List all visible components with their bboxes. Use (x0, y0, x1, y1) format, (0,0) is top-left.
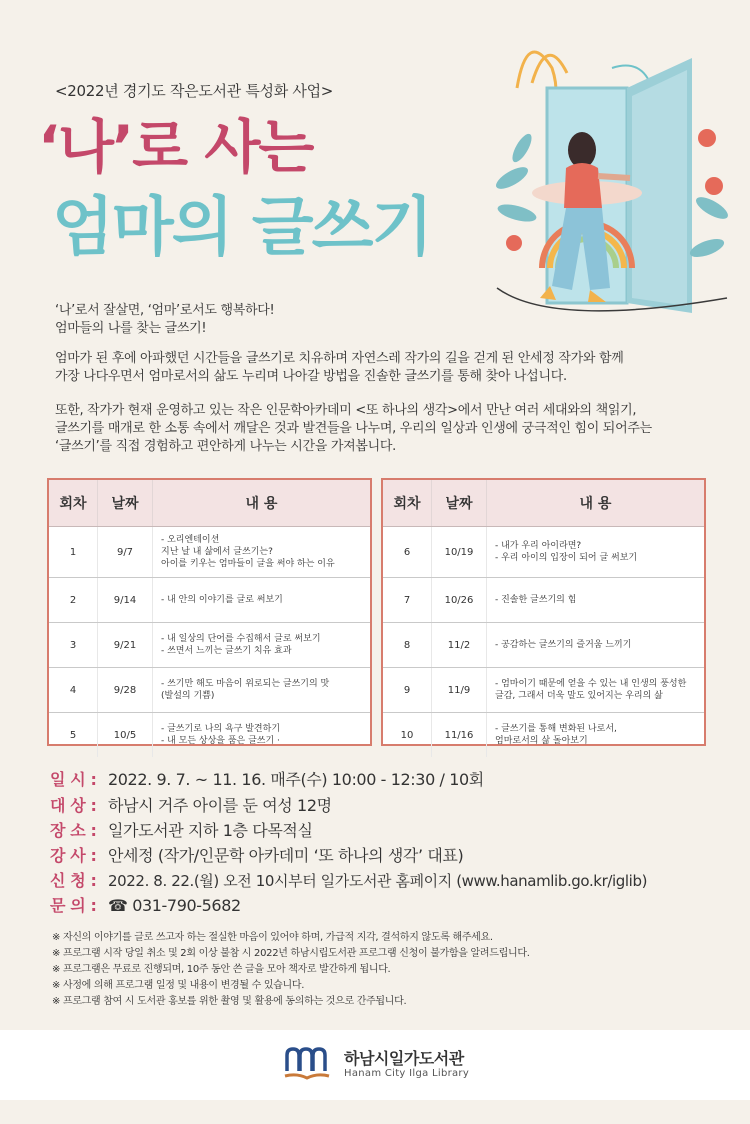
row-round: 2 (49, 578, 98, 622)
notice-item: ※ 프로그램 참여 시 도서관 홍보를 위한 촬영 및 활용에 동의하는 것으로 간주됩니다. (52, 996, 407, 1007)
row-round: 9 (383, 668, 432, 712)
detail-label: 대 상 : (50, 796, 97, 815)
row-date: 11/9 (432, 668, 487, 712)
row-date: 9/21 (98, 623, 153, 667)
detail-value: 하남시 거주 아이를 둔 여성 12명 (108, 796, 332, 815)
table-row (383, 623, 704, 668)
row-date: 10/26 (432, 578, 487, 622)
header-content: 내 용 (579, 496, 612, 512)
detail-datetime (50, 770, 730, 790)
bottom-margin (0, 1100, 750, 1124)
detail-value: 2022. 8. 22.(월) 오전 10시부터 일가도서관 홈페이지 (www.hanamlib.go.kr/iglib) (108, 872, 648, 890)
intro-paragraph-3: 또한, 작가가 현재 운영하고 있는 작은 인문학아카데미 <또 하나의 생각>에서 만난 여러 세대와의 책읽기, 글쓰기를 매개로 한 소통 속에서 깨달은 것과 발견들을 나누며, 우리의 일상과 인생에 궁극적인 힘이 되어주는 ‘글쓰기’를 직접 경험하고 편안하게 나누는 시간을 가져봅니다. (55, 403, 652, 454)
detail-contact (50, 896, 730, 916)
row-content: - 엄마이기 때문에 얻을 수 있는 내 인생의 풍성한 글감, 그래서 더욱 말도 있어지는 우리의 삶 (495, 679, 687, 701)
table-row (49, 668, 370, 713)
row-round: 3 (49, 623, 98, 667)
header-round: 회차 (49, 480, 98, 526)
schedule-table-left (47, 478, 372, 746)
table-row (383, 668, 704, 713)
row-date: 11/16 (432, 713, 487, 757)
detail-location (50, 821, 730, 841)
table-row (49, 578, 370, 623)
row-content: - 공감하는 글쓰기의 즐거움 느끼기 (495, 640, 632, 650)
library-name-korean: 하남시일가도서관 (344, 1049, 464, 1068)
table-row (49, 623, 370, 668)
intro-paragraph-2: 엄마가 된 후에 아파했던 시간들을 글쓰기로 치유하며 자연스레 작가의 길을 걷게 된 안세정 작가와 함께 가장 나다우면서 엄마로서의 삶도 누리며 나아갈 방법을 진솔한 글쓰기를 통해 찾아 나섭니다. (55, 351, 624, 384)
row-content: - 내가 우리 아이라면? - 우리 아이의 입장이 되어 글 써보기 (495, 541, 638, 563)
notice-item: ※ 프로그램 시작 당일 취소 및 2회 이상 불참 시 2022년 하남시립도서관 프로그램 신청이 불가함을 알려드립니다. (52, 948, 530, 959)
title-line-1: ‘나’로 사는 (38, 113, 313, 181)
footer (0, 1030, 750, 1100)
row-round: 1 (49, 527, 98, 577)
notice-item: ※ 프로그램은 무료로 진행되며, 10주 동안 쓴 글을 모아 책자로 발간하게 됩니다. (52, 964, 391, 975)
detail-label: 일 시 : (50, 770, 97, 789)
table-row (383, 713, 704, 757)
header-date: 날짜 (98, 480, 153, 526)
row-date: 11/2 (432, 623, 487, 667)
table-header (383, 480, 704, 527)
detail-value: ☎ 031-790-5682 (108, 896, 241, 915)
detail-label: 강 사 : (50, 846, 97, 865)
row-content: - 내 안의 이야기를 글로 써보기 (161, 595, 283, 605)
intro-paragraph-1: ‘나’로서 잘살면, ‘엄마’로서도 행복하다! 엄마들의 나를 찾는 글쓰기! (55, 303, 275, 336)
woman-opening-book-illustration (492, 28, 732, 320)
row-round: 7 (383, 578, 432, 622)
row-date: 9/7 (98, 527, 153, 577)
detail-value: 일가도서관 지하 1층 다목적실 (108, 821, 313, 840)
table-row (49, 527, 370, 578)
detail-label: 신 청 : (50, 871, 97, 890)
detail-value: 안세정 (작가/인문학 아카데미 ‘또 하나의 생각’ 대표) (108, 846, 464, 865)
library-name-english: Hanam City Ilga Library (344, 1068, 470, 1079)
title-line-2: 엄마의 글쓰기 (52, 191, 432, 265)
row-content: - 내 일상의 단어를 수집해서 글로 써보기 - 쓰면서 느끼는 글쓰기 치유 효과 (161, 634, 321, 656)
row-date: 9/28 (98, 668, 153, 712)
table-header (49, 480, 370, 527)
detail-label: 문 의 : (50, 896, 97, 915)
row-content: - 진솔한 글쓰기의 힘 (495, 595, 577, 605)
program-subtitle: <2022년 경기도 작은도서관 특성화 사업> (55, 82, 334, 100)
detail-target (50, 796, 730, 816)
row-content: - 쓰기만 해도 마음이 위로되는 글쓰기의 맛 (발설의 기쁨) (161, 679, 330, 701)
header-date: 날짜 (432, 480, 487, 526)
row-content: - 글쓰기로 나의 욕구 발견하기 - 내 모든 상상을 품은 글쓰기 · (161, 724, 281, 746)
library-logo-icon (283, 1043, 333, 1083)
table-row (383, 578, 704, 623)
row-date: 9/14 (98, 578, 153, 622)
row-content: - 글쓰기를 통해 변화된 나로서, 엄마로서의 삶 돌아보기 (495, 724, 617, 746)
row-round: 6 (383, 527, 432, 577)
notice-item: ※ 자신의 이야기를 글로 쓰고자 하는 절실한 마음이 있어야 하며, 가급적 지각, 결석하지 않도록 해주세요. (52, 932, 493, 943)
detail-label: 장 소 : (50, 821, 97, 840)
row-round: 8 (383, 623, 432, 667)
row-round: 4 (49, 668, 98, 712)
detail-value: 2022. 9. 7. ~ 11. 16. 매주(수) 10:00 - 12:30 / 10회 (108, 770, 484, 789)
detail-instructor (50, 846, 730, 866)
notice-list (52, 930, 530, 1010)
table-row (383, 527, 704, 578)
row-date: 10/5 (98, 713, 153, 757)
table-row (49, 713, 370, 757)
row-date: 10/19 (432, 527, 487, 577)
row-round: 5 (49, 713, 98, 757)
row-content: - 오리엔테이션 지난 날 내 삶에서 글쓰기는? 아이를 키우는 엄마들이 글을 써야 하는 이유 (161, 535, 335, 569)
detail-registration (50, 871, 730, 891)
row-round: 10 (383, 713, 432, 757)
notice-item: ※ 사정에 의해 프로그램 일정 및 내용이 변경될 수 있습니다. (52, 980, 305, 991)
header-round: 회차 (383, 480, 432, 526)
schedule-table-right (381, 478, 706, 746)
header-content: 내 용 (245, 496, 278, 512)
